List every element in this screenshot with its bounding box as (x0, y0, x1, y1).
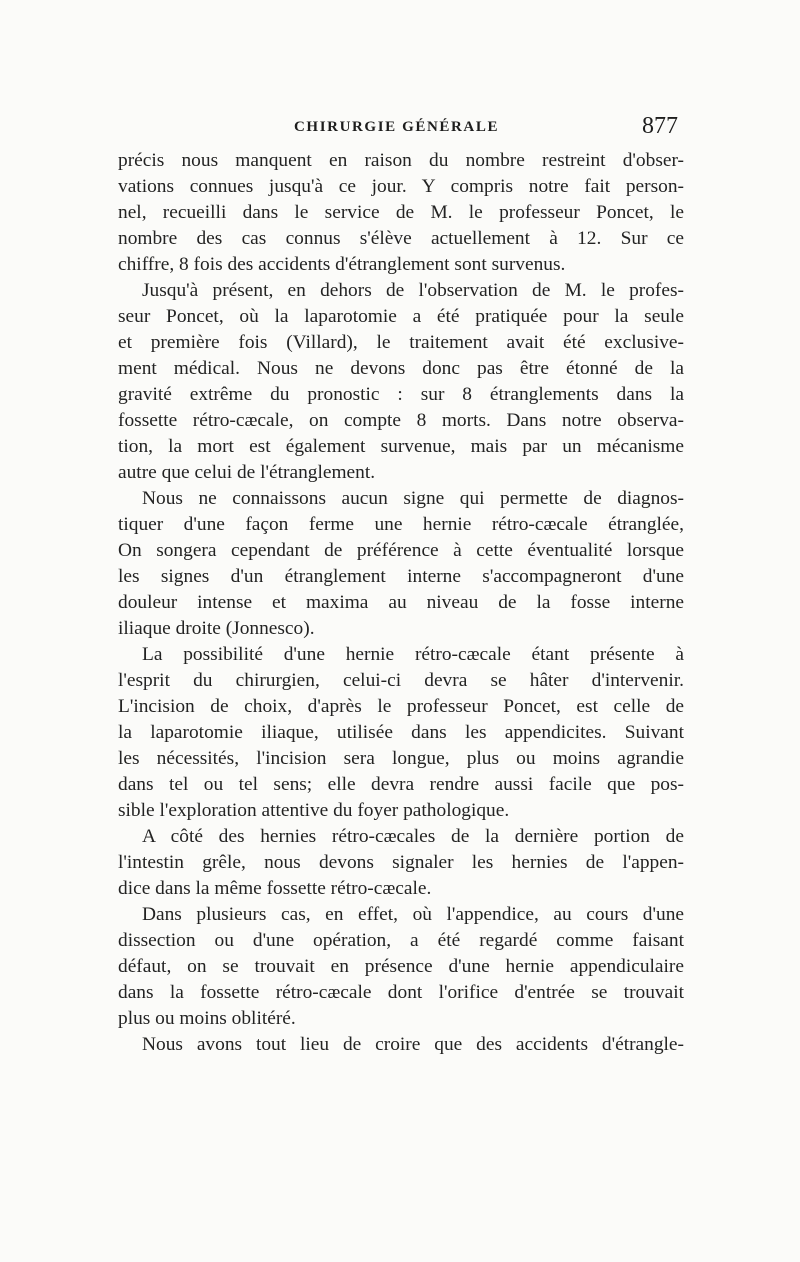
text-line: vations connues jusqu'à ce jour. Y compris notre fait person- (118, 176, 684, 197)
text-line: A côté des hernies rétro-cæcales de la dernière portion de (142, 826, 684, 847)
page-header (118, 113, 684, 145)
text-line: tiquer d'une façon ferme une hernie rétro-cæcale étranglée, (118, 514, 684, 535)
text-line: gravité extrême du pronostic : sur 8 étranglements dans la (118, 384, 684, 405)
text-line: l'intestin grêle, nous devons signaler les hernies de l'appen- (118, 852, 684, 873)
text-line: précis nous manquent en raison du nombre restreint d'obser- (118, 150, 684, 171)
text-line: Nous ne connaissons aucun signe qui permette de diagnos- (142, 488, 684, 509)
text-line: chiffre, 8 fois des accidents d'étranglement sont survenus. (118, 254, 566, 275)
text-line: L'incision de choix, d'après le professeur Poncet, est celle de (118, 696, 684, 717)
text-line: On songera cependant de préférence à cette éventualité lorsque (118, 540, 684, 561)
text-line: sible l'exploration attentive du foyer pathologique. (118, 800, 510, 821)
text-line: et première fois (Villard), le traitement avait été exclusive- (118, 332, 684, 353)
text-line: défaut, on se trouvait en présence d'une hernie appendiculaire (118, 956, 684, 977)
text-line: Nous avons tout lieu de croire que des accidents d'étrangle- (142, 1034, 684, 1055)
text-line: l'esprit du chirurgien, celui-ci devra se hâter d'intervenir. (118, 670, 684, 691)
page-number: 877 (642, 113, 678, 139)
text-line: la laparotomie iliaque, utilisée dans les appendicites. Suivant (118, 722, 684, 743)
text-line: douleur intense et maxima au niveau de la fosse interne (118, 592, 684, 613)
text-line: dissection ou d'une opération, a été regardé comme faisant (118, 930, 684, 951)
text-line: Dans plusieurs cas, en effet, où l'appendice, au cours d'une (142, 904, 684, 925)
text-line: seur Poncet, où la laparotomie a été pratiquée pour la seule (118, 306, 684, 327)
text-line: dans la fossette rétro-cæcale dont l'orifice d'entrée se trouvait (118, 982, 684, 1003)
text-line: tion, la mort est également survenue, mais par un mécanisme (118, 436, 684, 457)
text-line: les nécessités, l'incision sera longue, plus ou moins agrandie (118, 748, 684, 769)
text-line: autre que celui de l'étranglement. (118, 462, 376, 483)
text-line: Jusqu'à présent, en dehors de l'observation de M. le profes- (142, 280, 684, 301)
text-line: ment médical. Nous ne devons donc pas être étonné de la (118, 358, 684, 379)
text-line: plus ou moins oblitéré. (118, 1008, 296, 1029)
text-line: dice dans la même fossette rétro-cæcale. (118, 878, 432, 899)
text-line: fossette rétro-cæcale, on compte 8 morts. Dans notre observa- (118, 410, 684, 431)
text-line: dans tel ou tel sens; elle devra rendre aussi facile que pos- (118, 774, 684, 795)
running-head: CHIRURGIE GÉNÉRALE (294, 119, 500, 135)
text-line: La possibilité d'une hernie rétro-cæcale étant présente à (142, 644, 684, 665)
text-line: nel, recueilli dans le service de M. le professeur Poncet, le (118, 202, 684, 223)
body-text (118, 148, 684, 1058)
text-line: iliaque droite (Jonnesco). (118, 618, 315, 639)
text-line: nombre des cas connus s'élève actuellement à 12. Sur ce (118, 228, 684, 249)
text-line: les signes d'un étranglement interne s'accompagneront d'une (118, 566, 684, 587)
